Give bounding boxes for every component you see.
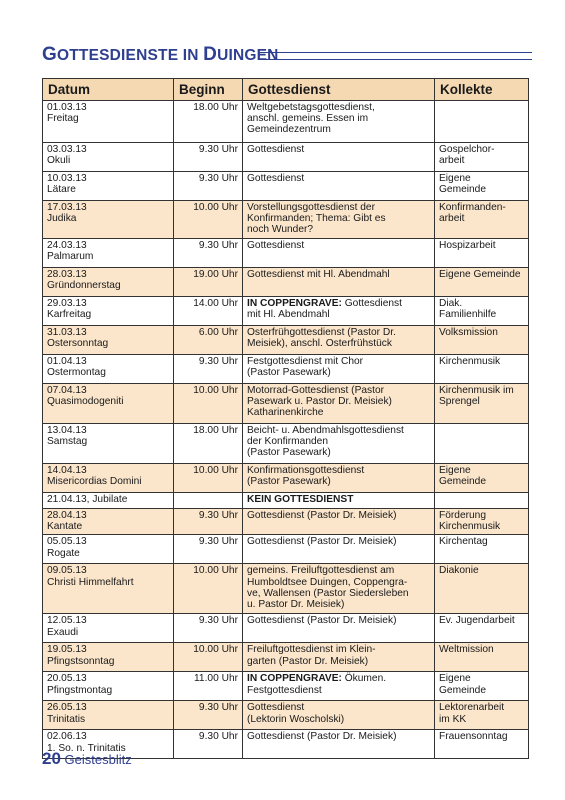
table-row [43, 355, 529, 384]
cell-beginn: 10.00 Uhr [174, 201, 243, 239]
table-row [43, 564, 529, 614]
cell-datum: 17.03.13 Judika [43, 201, 174, 239]
cell-beginn: 9.30 Uhr [174, 614, 243, 643]
cell-beginn: 19.00 Uhr [174, 268, 243, 297]
cell-beginn: 9.30 Uhr [174, 701, 243, 730]
location-label: IN COPPENGRAVE: [247, 298, 342, 309]
cell-gottesdienst: gemeins. Freiluftgottesdienst am Humboldtsee Duingen, Coppengra- ve, Wallensen (Pastor Siedersleben u. Pastor Dr. Meisiek) [243, 564, 435, 614]
table-row [43, 464, 529, 493]
cell-beginn: 6.00 Uhr [174, 326, 243, 355]
table-row [43, 643, 529, 672]
cell-gottesdienst: Gottesdienst (Pastor Dr. Meisiek) [243, 730, 435, 759]
cell-kollekte: Kirchenmusik [435, 355, 529, 384]
cell-gottesdienst: Gottesdienst [243, 143, 435, 172]
table-header-row [43, 79, 529, 101]
table-row [43, 614, 529, 643]
table-row [43, 143, 529, 172]
cell-kollekte: Kirchenmusik im Sprengel [435, 384, 529, 424]
cell-beginn: 18.00 Uhr [174, 424, 243, 464]
cell-beginn: 9.30 Uhr [174, 143, 243, 172]
header-datum: Datum [43, 79, 174, 101]
cell-beginn: 9.30 Uhr [174, 239, 243, 268]
cell-gottesdienst: Gottesdienst (Pastor Dr. Meisiek) [243, 614, 435, 643]
cell-beginn: 14.00 Uhr [174, 297, 243, 326]
table-row [43, 101, 529, 143]
header-kollekte: Kollekte [435, 79, 529, 101]
cell-datum: 29.03.13 Karfreitag [43, 297, 174, 326]
cell-gottesdienst [243, 672, 435, 701]
title-decoration-lines [258, 52, 532, 60]
header-gottesdienst: Gottesdienst [243, 79, 435, 101]
cell-datum: 28.04.13 Kantate [43, 509, 174, 535]
cell-datum: 02.06.13 1. So. n. Trinitatis [43, 730, 174, 759]
cell-kollekte: Lektorenarbeit im KK [435, 701, 529, 730]
cell-beginn: 10.00 Uhr [174, 464, 243, 493]
cell-gottesdienst: Gottesdienst [243, 239, 435, 268]
service-text: Ökumen. Festgottesdienst [247, 673, 387, 696]
publication-name: Geistesblitz [64, 752, 132, 767]
cell-gottesdienst [243, 297, 435, 326]
cell-kollekte: Konfirmanden- arbeit [435, 201, 529, 239]
cell-kollekte [435, 493, 529, 509]
cell-kollekte: Kirchentag [435, 535, 529, 564]
cell-gottesdienst: Gottesdienst [243, 172, 435, 201]
cell-beginn: 10.00 Uhr [174, 643, 243, 672]
cell-datum: 10.03.13 Lätare [43, 172, 174, 201]
cell-datum: 14.04.13 Misericordias Domini [43, 464, 174, 493]
cell-gottesdienst: Festgottesdienst mit Chor (Pastor Pasewark) [243, 355, 435, 384]
page-number: 20 [42, 749, 61, 768]
cell-gottesdienst: Gottesdienst (Pastor Dr. Meisiek) [243, 509, 435, 535]
schedule-table [42, 78, 529, 759]
page-footer [42, 749, 132, 769]
cell-beginn: 9.30 Uhr [174, 355, 243, 384]
table-row [43, 172, 529, 201]
cell-gottesdienst: Gottesdienst mit Hl. Abendmahl [243, 268, 435, 297]
table-row [43, 672, 529, 701]
cell-kollekte [435, 101, 529, 143]
cell-kollekte: Hospizarbeit [435, 239, 529, 268]
table-row [43, 326, 529, 355]
cell-datum: 07.04.13 Quasimodogeniti [43, 384, 174, 424]
cell-gottesdienst: Vorstellungsgottesdienst der Konfirmanden; Thema: Gibt es noch Wunder? [243, 201, 435, 239]
cell-kollekte: Diakonie [435, 564, 529, 614]
table-row [43, 535, 529, 564]
cell-kollekte: Eigene Gemeinde [435, 268, 529, 297]
cell-datum: 20.05.13 Pfingstmontag [43, 672, 174, 701]
cell-datum: 19.05.13 Pfingstsonntag [43, 643, 174, 672]
cell-gottesdienst: Konfirmationsgottesdienst (Pastor Pasewark) [243, 464, 435, 493]
cell-gottesdienst: Freiluftgottesdienst im Klein- garten (Pastor Dr. Meisiek) [243, 643, 435, 672]
cell-beginn: 9.30 Uhr [174, 172, 243, 201]
table-row [43, 239, 529, 268]
cell-beginn: 9.30 Uhr [174, 509, 243, 535]
cell-datum: 26.05.13 Trinitatis [43, 701, 174, 730]
cell-kollekte: Eigene Gemeinde [435, 172, 529, 201]
cell-datum: 12.05.13 Exaudi [43, 614, 174, 643]
cell-datum: 13.04.13 Samstag [43, 424, 174, 464]
cell-gottesdienst: Beicht- u. Abendmahlsgottesdienst der Konfirmanden (Pastor Pasewark) [243, 424, 435, 464]
cell-gottesdienst: Gottesdienst (Lektorin Woscholski) [243, 701, 435, 730]
cell-datum: 01.03.13 Freitag [43, 101, 174, 143]
cell-beginn: 9.30 Uhr [174, 730, 243, 759]
cell-kollekte: Eigene Gemeinde [435, 672, 529, 701]
cell-kollekte: Eigene Gemeinde [435, 464, 529, 493]
cell-kollekte: Ev. Jugendarbeit [435, 614, 529, 643]
cell-datum: 24.03.13 Palmarum [43, 239, 174, 268]
cell-kollekte: Diak. Familienhilfe [435, 297, 529, 326]
cell-gottesdienst: Osterfrühgottesdienst (Pastor Dr. Meisiek), anschl. Osterfrühstück [243, 326, 435, 355]
cell-beginn: 11.00 Uhr [174, 672, 243, 701]
page-title-block [42, 44, 532, 68]
cell-kollekte: Frauensonntag [435, 730, 529, 759]
table-row [43, 297, 529, 326]
cell-gottesdienst: Weltgebetstagsgottesdienst, anschl. gemeins. Essen im Gemeindezentrum [243, 101, 435, 143]
cell-datum: 21.04.13, Jubilate [43, 493, 174, 509]
cell-kollekte: Volksmission [435, 326, 529, 355]
cell-datum: 01.04.13 Ostermontag [43, 355, 174, 384]
table-row [43, 384, 529, 424]
table-row [43, 701, 529, 730]
cell-beginn: 10.00 Uhr [174, 564, 243, 614]
cell-beginn: 18.00 Uhr [174, 101, 243, 143]
table-row [43, 509, 529, 535]
cell-beginn [174, 493, 243, 509]
cell-kollekte [435, 424, 529, 464]
cell-gottesdienst: Motorrad-Gottesdienst (Pastor Pasewark u. Pastor Dr. Meisiek) Katharinenkirche [243, 384, 435, 424]
table-row [43, 493, 529, 509]
page-title: GOTTESDIENSTE IN DUINGEN [42, 44, 279, 65]
table-row [43, 268, 529, 297]
cell-datum: 31.03.13 Ostersonntag [43, 326, 174, 355]
header-beginn: Beginn [174, 79, 243, 101]
cell-beginn: 10.00 Uhr [174, 384, 243, 424]
table-row [43, 424, 529, 464]
location-label: IN COPPENGRAVE: [247, 673, 342, 685]
cell-datum: 05.05.13 Rogate [43, 535, 174, 564]
cell-kollekte: Weltmission [435, 643, 529, 672]
cell-kollekte: Gospelchor- arbeit [435, 143, 529, 172]
cell-datum: 03.03.13 Okuli [43, 143, 174, 172]
cell-datum: 28.03.13 Gründonnerstag [43, 268, 174, 297]
cell-datum: 09.05.13 Christi Himmelfahrt [43, 564, 174, 614]
table-row [43, 201, 529, 239]
schedule-rows [43, 101, 529, 759]
service-text: Gottesdienst mit Hl. Abendmahl [247, 298, 402, 321]
cell-gottesdienst: KEIN GOTTESDIENST [243, 493, 435, 509]
cell-gottesdienst: Gottesdienst (Pastor Dr. Meisiek) [243, 535, 435, 564]
cell-kollekte: Förderung Kirchenmusik [435, 509, 529, 535]
cell-beginn: 9.30 Uhr [174, 535, 243, 564]
